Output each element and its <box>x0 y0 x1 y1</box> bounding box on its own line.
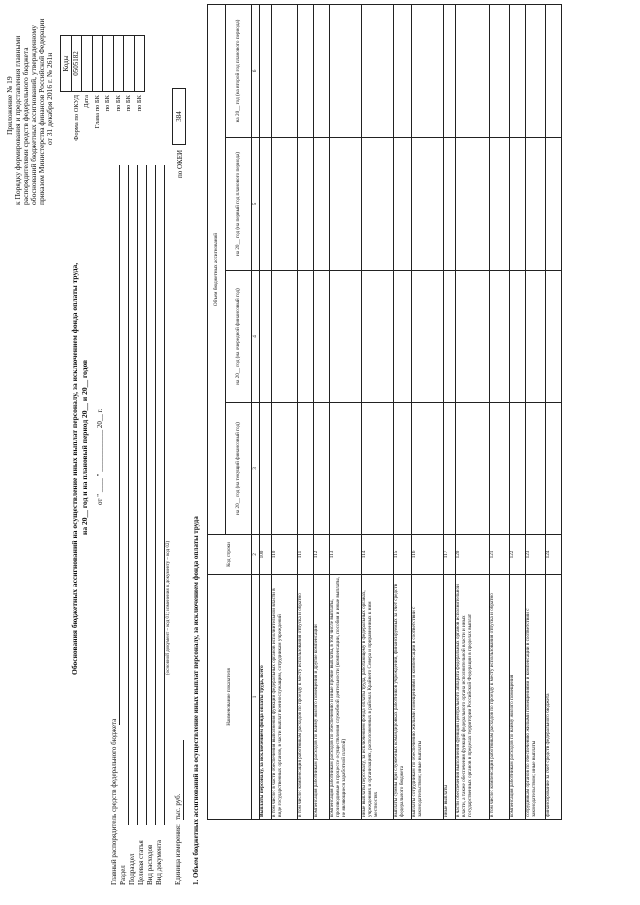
table-row <box>456 4 490 819</box>
value-cell-plan-year-1[interactable] <box>298 138 314 271</box>
row-code: 100 <box>260 535 272 575</box>
value-cell-plan-year-2[interactable] <box>490 4 510 137</box>
value-cell-plan-year-2[interactable] <box>526 4 546 137</box>
column-number: 6 <box>252 4 260 137</box>
row-code: 110 <box>272 535 298 575</box>
row-name: Выплаты персоналу, за исключением фонда оплаты труда, всего <box>260 575 272 820</box>
document-date: от " ____ " ____________ 20__ г. <box>96 408 104 505</box>
section-title: 1. Объем бюджетных ассигнований на осуществление иных выплат персоналу, за исключением фонда оплаты труда <box>192 516 200 885</box>
code-value <box>113 36 124 92</box>
table-row <box>510 4 526 819</box>
field-label: Вид документа <box>155 839 163 885</box>
row-code: 112 <box>314 535 330 575</box>
value-cell-current-year[interactable] <box>510 403 526 535</box>
value-cell-plan-year-2[interactable] <box>362 4 394 137</box>
code-value <box>134 36 145 92</box>
row-name: компенсация работникам расходов по обеспечению и иные прочие выплаты, в том числе выплаты, производимые в процессе осуществления служебной деятельности (компенсации, пособия и иные выплаты, не являющиеся заработной платой) <box>330 575 362 820</box>
appendix-line: Приложение № 19 <box>5 76 14 135</box>
table-row <box>272 4 298 819</box>
value-cell-next-year[interactable] <box>330 271 362 403</box>
table-body <box>260 4 562 819</box>
row-code: 122 <box>510 535 526 575</box>
table-row <box>314 4 330 819</box>
row-code: 116 <box>412 535 444 575</box>
value-cell-plan-year-2[interactable] <box>314 4 330 137</box>
code-label: по БК <box>114 95 122 112</box>
value-cell-plan-year-1[interactable] <box>412 138 444 271</box>
header-plan-year-1: на 20__ год (на первый год планового периода) <box>226 138 252 271</box>
header-group: Объем бюджетных ассигнований <box>208 4 226 534</box>
row-name: выплаты суммы при служебных командировках работников учреждений, финансируемых за счет средств федерального бюджета <box>394 575 412 820</box>
value-cell-plan-year-1[interactable] <box>490 138 510 271</box>
field-line <box>164 165 165 825</box>
table-row <box>298 4 314 819</box>
allocations-table <box>207 4 562 820</box>
value-cell-next-year[interactable] <box>314 271 330 403</box>
table-row <box>394 4 412 819</box>
value-cell-current-year[interactable] <box>330 403 362 535</box>
value-cell-current-year[interactable] <box>272 403 298 535</box>
unit-label: Единица измерения: <box>174 824 182 885</box>
row-name: сотрудникам органов по обеспечению жилыми помещениями и компенсации в соответствии с законодательством; иные выплаты <box>526 575 546 820</box>
row-name: выплаты сотрудникам по обеспечению жилыми помещениями и компенсации в соответствии с законодательством; иные выплаты <box>412 575 444 820</box>
field-line <box>137 165 138 825</box>
value-cell-next-year[interactable] <box>362 271 394 403</box>
value-cell-current-year[interactable] <box>546 403 562 535</box>
value-cell-plan-year-2[interactable] <box>298 4 314 137</box>
unit-line <box>183 740 184 820</box>
header-next-year: на 20__ год (на очередной финансовый год) <box>226 271 252 403</box>
value-cell-plan-year-2[interactable] <box>272 4 298 137</box>
code-value: 0505182 <box>71 36 82 92</box>
row-name: иные выплаты персоналу, за исключением фонда оплаты труда, работающему в федеральных органах, учреждениях и организациях, расположенных в районах Крайнего Севера и приравненных к ним местностях <box>362 575 394 820</box>
table-row <box>260 4 272 819</box>
okei-value: 384 <box>172 88 186 145</box>
column-number: 1 <box>252 575 260 820</box>
value-cell-next-year[interactable] <box>510 271 526 403</box>
value-cell-next-year[interactable] <box>260 271 272 403</box>
column-number: 5 <box>252 138 260 271</box>
value-cell-current-year[interactable] <box>394 403 412 535</box>
row-code: 114 <box>362 535 394 575</box>
value-cell-next-year[interactable] <box>490 271 510 403</box>
code-label: Форма по ОКУД <box>72 95 80 141</box>
code-label: по БК <box>104 95 112 112</box>
value-cell-current-year[interactable] <box>314 403 330 535</box>
appendix-line: к Порядку формирования и представления главными <box>13 35 22 205</box>
field-line <box>128 165 129 825</box>
value-cell-plan-year-1[interactable] <box>330 138 362 271</box>
field-label: Главный распорядитель средств федерального бюджета <box>110 718 118 885</box>
field-line <box>146 165 147 825</box>
value-cell-next-year[interactable] <box>298 271 314 403</box>
value-cell-next-year[interactable] <box>412 271 444 403</box>
row-code: 117 <box>444 535 456 575</box>
value-cell-plan-year-1[interactable] <box>394 138 412 271</box>
row-name: финансирование за счет средств федерального бюджета <box>546 575 562 820</box>
code-value <box>103 36 114 92</box>
row-code: 121 <box>490 535 510 575</box>
row-code: 120 <box>456 535 490 575</box>
value-cell-current-year[interactable] <box>362 403 394 535</box>
value-cell-plan-year-2[interactable] <box>260 4 272 137</box>
value-cell-next-year[interactable] <box>272 271 298 403</box>
codes-table <box>60 35 145 145</box>
value-cell-plan-year-1[interactable] <box>314 138 330 271</box>
value-cell-plan-year-1[interactable] <box>444 138 456 271</box>
row-code: 111 <box>298 535 314 575</box>
value-cell-plan-year-1[interactable] <box>456 138 490 271</box>
code-value <box>92 36 103 92</box>
value-cell-next-year[interactable] <box>546 271 562 403</box>
table-row <box>362 4 394 819</box>
value-cell-plan-year-2[interactable] <box>456 4 490 137</box>
column-number: 3 <box>252 403 260 535</box>
table-row <box>412 4 444 819</box>
value-cell-current-year[interactable] <box>490 403 510 535</box>
value-cell-next-year[interactable] <box>394 271 412 403</box>
value-cell-plan-year-2[interactable] <box>546 4 562 137</box>
column-number: 4 <box>252 271 260 403</box>
value-cell-plan-year-1[interactable] <box>526 138 546 271</box>
okei-label: по ОКЕИ <box>176 149 184 178</box>
table-row <box>490 4 510 819</box>
value-cell-next-year[interactable] <box>456 271 490 403</box>
doc-type-hint: (основной документ – код 01; изменения к документу – код 02) <box>166 540 171 675</box>
header-plan-year-2: на 20__ год (на второй год планового периода) <box>226 4 252 137</box>
row-name: в части обеспечения выполнения функций центрального аппарата федеральных органов исполнительной власти, а также обеспечения функций федерального органа исполнительной власти и иных государственных органов в пределах территории Российской Федерации в пределах выплат <box>456 575 490 820</box>
value-cell-plan-year-1[interactable] <box>362 138 394 271</box>
value-cell-plan-year-2[interactable] <box>510 4 526 137</box>
header-name: Наименование показателя <box>208 575 252 820</box>
value-cell-plan-year-2[interactable] <box>444 4 456 137</box>
value-cell-current-year[interactable] <box>526 403 546 535</box>
value-cell-next-year[interactable] <box>444 271 456 403</box>
header-current-year: на 20__ год (на текущий финансовый год) <box>226 403 252 535</box>
code-label: по БК <box>135 95 143 112</box>
value-cell-plan-year-2[interactable] <box>412 4 444 137</box>
document-title: Обоснования бюджетных ассигнований на осуществление иных выплат персоналу, за исключением фонда оплаты труда, <box>70 262 79 675</box>
row-name: компенсация работникам расходов по найму жилого помещения и другие компенсации <box>314 575 330 820</box>
row-name: в том числе: компенсация работникам расходов по проезду к месту использования отпуска и обратно <box>298 575 314 820</box>
row-name: в том числе: компенсация работникам расходов по проезду к месту использования отпуска и обратно <box>490 575 510 820</box>
field-line <box>155 165 156 825</box>
appendix-line: приказом Министерства финансов Российской Федерации <box>37 18 46 205</box>
value-cell-plan-year-1[interactable] <box>510 138 526 271</box>
value-cell-plan-year-2[interactable] <box>394 4 412 137</box>
row-name: иные выплаты <box>444 575 456 820</box>
unit-value: тыс. руб. <box>174 793 182 820</box>
header-code: Код строки <box>208 535 252 575</box>
code-value <box>82 36 93 92</box>
appendix-line: обоснований бюджетных ассигнований, утвержденному <box>29 25 38 205</box>
value-cell-current-year[interactable] <box>456 403 490 535</box>
codes-header: Коды <box>61 36 72 92</box>
field-label: Вид расходов <box>146 844 154 885</box>
row-name: компенсация работникам расходов по найму жилого помещения <box>510 575 526 820</box>
table-row <box>330 4 362 819</box>
value-cell-plan-year-1[interactable] <box>272 138 298 271</box>
value-cell-plan-year-1[interactable] <box>260 138 272 271</box>
row-code: 113 <box>330 535 362 575</box>
field-label: Целевая статья <box>137 840 145 885</box>
field-line <box>119 165 120 725</box>
column-number: 2 <box>252 535 260 575</box>
code-label: Глава по БК <box>93 95 101 129</box>
field-label: Подраздел <box>128 853 136 885</box>
value-cell-current-year[interactable] <box>444 403 456 535</box>
table-row <box>546 4 562 819</box>
code-label: Дата <box>83 95 91 108</box>
document-title-period: на 20__ год и на плановый период 20__ и 20__ годов <box>80 359 89 535</box>
value-cell-current-year[interactable] <box>298 403 314 535</box>
appendix-line: распорядителями средств федерального бюджета <box>21 47 30 205</box>
value-cell-current-year[interactable] <box>260 403 272 535</box>
table-row <box>526 4 546 819</box>
code-value <box>124 36 135 92</box>
appendix-line: от 31 декабря 2016 г. № 261н <box>45 52 54 145</box>
row-code: 123 <box>526 535 546 575</box>
table-row <box>444 4 456 819</box>
row-code: 124 <box>546 535 562 575</box>
row-code: 115 <box>394 535 412 575</box>
value-cell-plan-year-1[interactable] <box>546 138 562 271</box>
value-cell-current-year[interactable] <box>412 403 444 535</box>
row-name: в том числе: в части обеспечения выполнения функций федеральных органов исполнительной власти в виде государственных органов, в части выплат военнослужащим, сотрудникам учреждений <box>272 575 298 820</box>
code-label: по БК <box>125 95 133 112</box>
value-cell-next-year[interactable] <box>526 271 546 403</box>
field-label: Раздел <box>119 865 127 885</box>
value-cell-plan-year-2[interactable] <box>330 4 362 137</box>
